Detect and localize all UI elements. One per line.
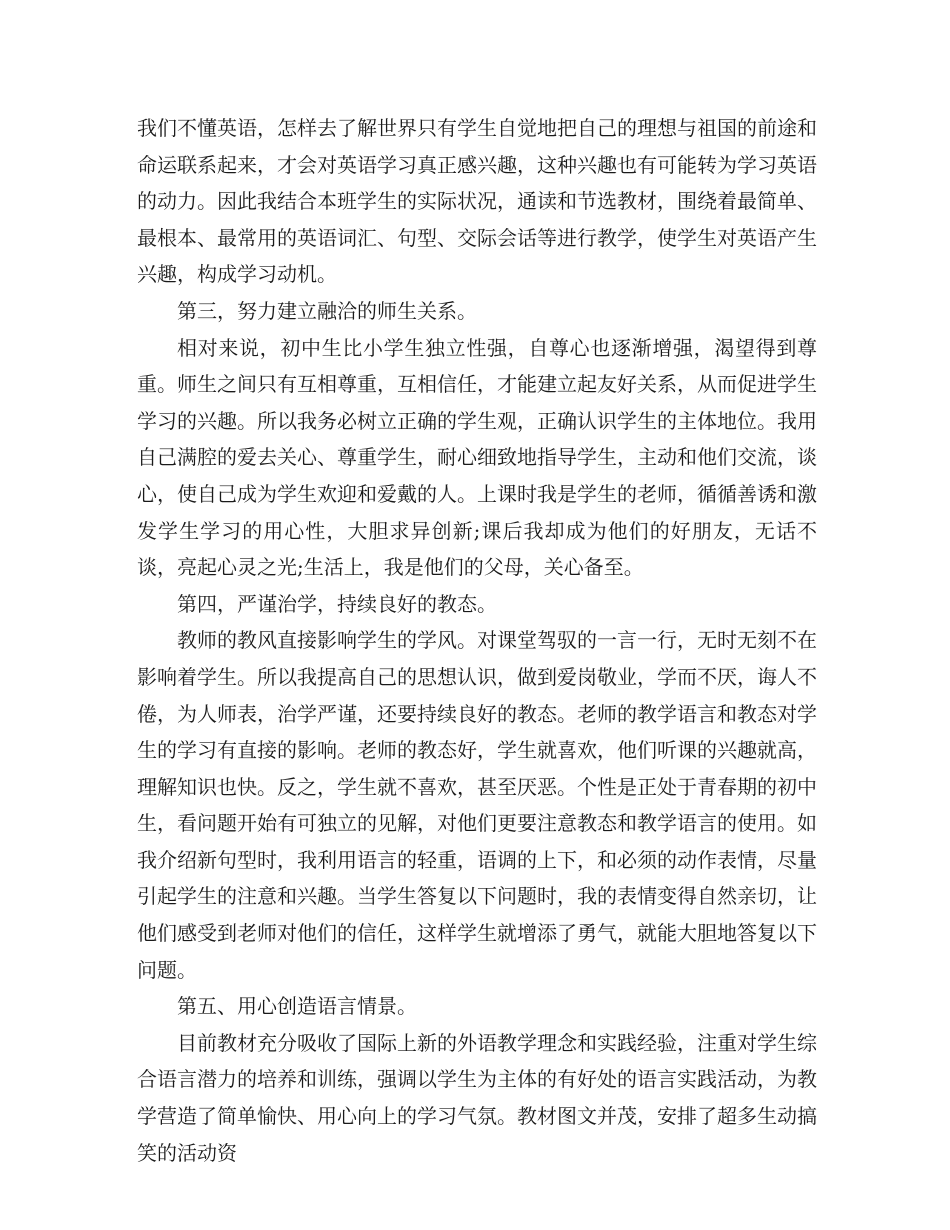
paragraph-language-context: 目前教材充分吸收了国际上新的外语教学理念和实践经验，注重对学生综合语言潜力的培养和训练，强调以学生为主体的有好处的语言实践活动，为教学营造了简单愉快、用心向上的学习气氛。教材图文并茂，安排了超多生动搞笑的活动资 — [137, 1030, 817, 1165]
section-heading-fourth: 第四，严谨治学，持续良好的教态。 — [177, 591, 497, 616]
paragraph-teaching-manner: 教师的教风直接影响学生的学风。对课堂驾驭的一言一行，无时无刻不在影响着学生。所以我提高自己的思想认识，做到爱岗敬业，学而不厌，诲人不倦，为人师表，治学严谨，还要持续良好的教态。老师的教学语言和教态对学生的学习有直接的影响。老师的教态好，学生就喜欢，他们听课的兴趣就高，理解知识也快。反之，学生就不喜欢，甚至厌恶。个性是正处于青春期的初中生，看问题开始有可独立的见解，对他们更要注意教态和教学语言的使用。如我介绍新句型时，我利用语言的轻重，语调的上下，和必须的动作表情，尽量引起学生的注意和兴趣。当学生答复以下问题时，我的表情变得自然亲切，让他们感受到老师对他们的信任，这样学生就增添了勇气，就能大胆地答复以下问题。 — [137, 628, 817, 982]
section-heading-fifth: 第五、用心创造语言情景。 — [177, 994, 417, 1019]
section-heading-third: 第三，努力建立融洽的师生关系。 — [177, 298, 477, 323]
document-body — [137, 110, 817, 1171]
paragraph-continued: 我们不懂英语，怎样去了解世界只有学生自觉地把自己的理想与祖国的前途和命运联系起来，才会对英语学习真正感兴趣，这种兴趣也有可能转为学习英语的动力。因此我结合本班学生的实际状况，通读和节选教材，围绕着最简单、最根本、最常用的英语词汇、句型、交际会话等进行教学，使学生对英语产生兴趣，构成学习动机。 — [137, 116, 817, 287]
paragraph-teacher-student-relationship: 相对来说，初中生比小学生独立性强，自尊心也逐渐增强，渴望得到尊重。师生之间只有互相尊重，互相信任，才能建立起友好关系，从而促进学生学习的兴趣。所以我务必树立正确的学生观，正确认识学生的主体地位。我用自己满腔的爱去关心、尊重学生，耐心细致地指导学生，主动和他们交流，谈心，使自己成为学生欢迎和爱戴的人。上课时我是学生的老师，循循善诱和激发学生学习的用心性，大胆求异创新;课后我却成为他们的好朋友，无话不谈，亮起心灵之光;生活上，我是他们的父母，关心备至。 — [137, 335, 817, 580]
